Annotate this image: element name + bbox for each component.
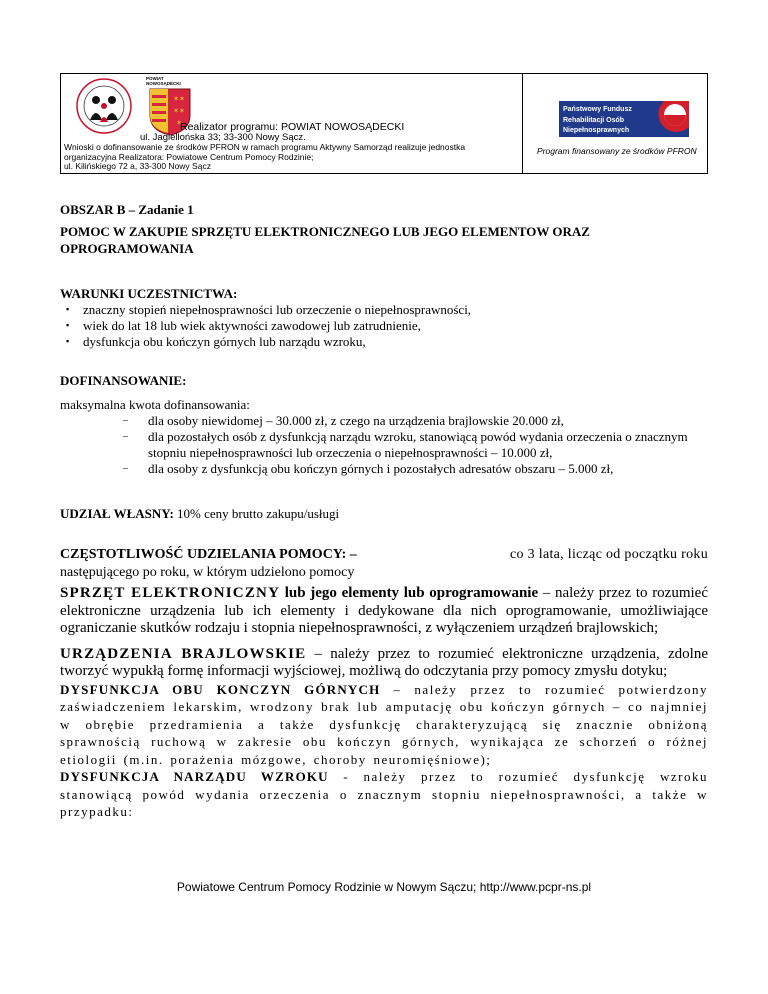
sprzet-term: SPRZĘT ELEKTRONICZNY: [60, 585, 281, 601]
warunki-heading: WARUNKI UCZESTNICTWA:: [60, 286, 238, 301]
svg-text:✶✶: ✶✶: [173, 107, 185, 115]
page-footer: Powiatowe Centrum Pomocy Rodzinie w Nowym Sączu; http://www.pcpr-ns.pl: [176, 880, 592, 894]
wzrok-text: - należy przez to rozumieć dysfunkcję wzroku stanowiącą powód wydania orzeczenia o znacznym stopniu niepełnosprawności, a także w przypadku:: [60, 769, 708, 819]
dofin-heading: DOFINANSOWANIE:: [60, 373, 187, 388]
konczyn-term: DYSFUNKCJA OBU KONCZYN GÓRNYCH: [60, 681, 381, 697]
def-sprzet: [60, 585, 708, 638]
dofin-list: [60, 413, 708, 477]
czest-row: [60, 546, 708, 564]
def-konczyn: [60, 681, 708, 769]
pcpr-logo: [74, 76, 134, 136]
list-item: ▪ dysfunkcja obu kończyn górnych lub narządu wzroku,: [60, 334, 708, 350]
page-title: OBSZAR B – Zadanie 1: [60, 202, 194, 217]
header-info-line-2: organizacyjna Realizatora: Powiatowe Centrum Pomocy Rodzinie;: [64, 151, 314, 162]
czest-label: CZĘSTOTLIWOŚĆ UDZIELANIA POMOCY: –: [60, 547, 357, 562]
list-item: – dla osoby niewidomej – 30.000 zł, z czego na urządzenia brajlowskie 20.000 zł,: [123, 413, 708, 429]
realizator-text: Realizator programu: POWIAT NOWOSĄDECKI: [180, 121, 405, 133]
section-warunki: [60, 286, 708, 350]
header-info-lines: [64, 143, 519, 172]
wzrok-term: DYSFUNKCJA NARZĄDU WZROKU: [60, 769, 329, 784]
pfron-line-1: Państwowy Fundusz: [563, 106, 632, 113]
pfron-line-2: Rehabilitacji Osób: [563, 117, 625, 124]
list-item: ▪ wiek do lat 18 lub wiek aktywności zawodowej lub zatrudnienie,: [60, 318, 708, 334]
header-info-line-1: Wnioski o dofinansowanie ze środków PFRON w ramach programu Aktywny Samorząd realizuje jednostka: [64, 142, 466, 152]
realizator-address: ul. Jagiellońska 33; 33-300 Nowy Sącz.: [140, 132, 306, 143]
pfron-logo: [559, 101, 689, 137]
braj-term: URZĄDZENIA BRAJLOWSKIE: [60, 645, 307, 662]
sprzet-text: – należy przez to rozumieć elektroniczne urządzenia lub ich elementy i dedykowane dla nich oprogramowanie, umożliwiające ograniczanie skutków rodzaju i stopnia niepełnosprawności, z wyłączeniem urządzeń brajlowskich;: [60, 585, 708, 636]
pfron-line-3: Niepełnosprawnych: [563, 127, 630, 134]
svg-text:✶✶: ✶✶: [173, 95, 185, 103]
pfron-caption: Program finansowany ze środków PFRON: [537, 146, 697, 156]
section-definitions: [60, 585, 708, 821]
braj-text: – należy przez to rozumieć elektroniczne urządzenia, zdolne tworzyć wypukłą formę informacji wyjściowej, możliwą do odczytania przy pomocy zmysłu dotyku;: [60, 645, 708, 679]
konczyn-text: – należy przez to rozumieć potwierdzony zaświadczeniem lekarskim, wrodzony brak lub amputację obu kończyn górnych – co najmniej w obrębie przedramienia a także dysfunkcję charakteryzującą się znacznie obniżoną sprawnością ruchową w zakresie obu kończyn górnych, wynikająca ze schorzeń o różnej etiologii (m.in. porażenia mózgowe, choroby neuromięśniowe);: [60, 681, 708, 767]
crest-label: POWIAT NOWOSĄDECKI: [146, 76, 181, 86]
list-item: – dla osoby z dysfunkcją obu kończyn górnych i pozostałych adresatów obszaru – 5.000 zł,: [123, 461, 708, 477]
czest-text-line2: następującego po roku, w którym udzielono pomocy: [60, 565, 355, 580]
def-wzrok: [60, 768, 708, 821]
warunki-list: [60, 302, 708, 350]
section-udzial: [60, 506, 708, 522]
svg-text:✶: ✶: [176, 119, 182, 127]
czest-text-right: co 3 lata, licząc od początku roku: [510, 547, 708, 562]
def-brajl: [60, 646, 708, 681]
list-item: – dla pozostałych osób z dysfunkcją narządu wzroku, stanowiącą powód wydania orzeczenia o znacznym stopniu niepełnosprawności lub orzeczenia o niepełnosprawności – 10.000 zł,: [123, 429, 708, 461]
page-subtitle: POMOC W ZAKUPIE SPRZĘTU ELEKTRONICZNEGO LUB JEGO ELEMENTOW ORAZ OPROGRAMOWANIA: [60, 224, 590, 256]
dofin-intro: maksymalna kwota dofinansowania:: [60, 397, 250, 412]
list-item: ▪ znaczny stopień niepełnosprawności lub orzeczenie o niepełnosprawności,: [60, 302, 708, 318]
header-box: [60, 73, 708, 174]
udzial-text: 10% ceny brutto zakupu/usługi: [173, 506, 340, 521]
section-czestotliwosc: [60, 546, 708, 582]
section-dofinansowanie: [60, 373, 708, 477]
header-info-line-3: ul. Kilińskiego 72 a, 33-300 Nowy Sącz: [64, 161, 211, 171]
header-divider: [522, 74, 523, 173]
sprzet-term-2: lub jego elementy lub oprogramowanie: [280, 585, 539, 601]
udzial-label: UDZIAŁ WŁASNY:: [60, 506, 174, 521]
